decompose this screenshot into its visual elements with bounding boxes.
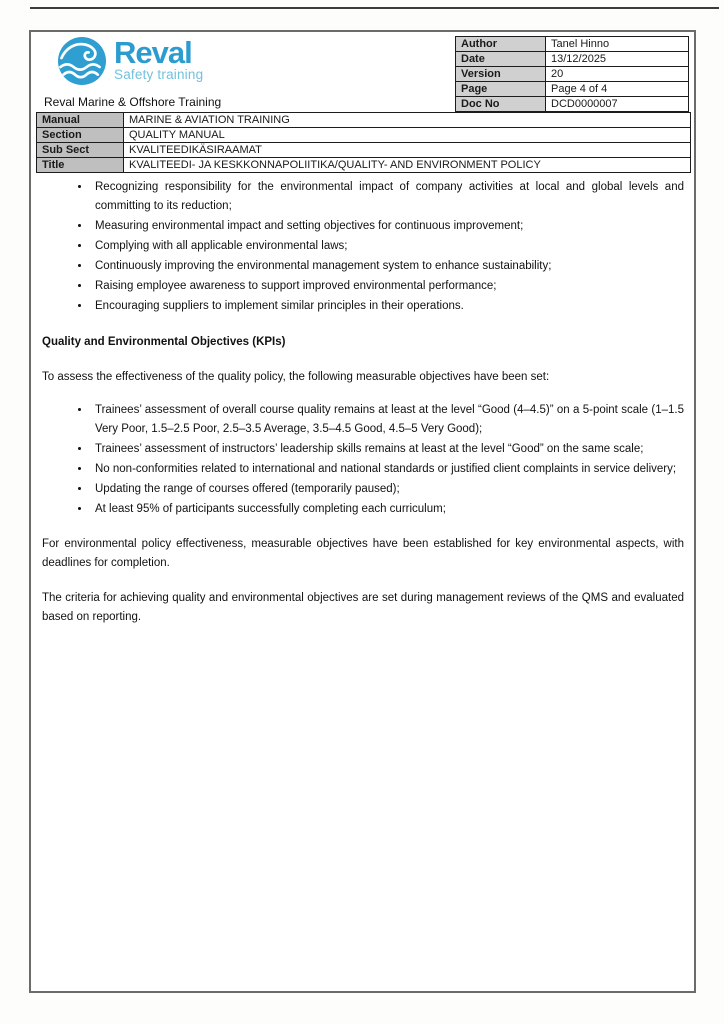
- meta-label: Page: [456, 82, 546, 97]
- document-classification-table: [36, 112, 691, 173]
- document-body: [42, 178, 684, 627]
- meta-row: [456, 82, 689, 97]
- policy-bullet-item: • Encouraging suppliers to implement similar principles in their operations.: [91, 297, 684, 316]
- logo-brand: Reval: [114, 35, 192, 70]
- doc-row: [37, 128, 691, 143]
- environmental-objectives-paragraph: For environmental policy effectiveness, measurable objectives have been established for key environmental aspects, with deadlines for completion.: [42, 538, 684, 569]
- meta-value: 13/12/2025: [546, 52, 689, 67]
- environmental-policy-bullet-list: [42, 178, 684, 316]
- policy-bullet-item: • Raising employee awareness to support improved environmental performance;: [91, 277, 684, 296]
- meta-label: Author: [456, 37, 546, 52]
- doc-value: KVALITEEDI- JA KESKKONNAPOLIITIKA/QUALITY- AND ENVIRONMENT POLICY: [124, 158, 691, 173]
- policy-bullet-item: • Recognizing responsibility for the environmental impact of company activities at local and global levels and committing to its reduction;: [91, 178, 684, 216]
- meta-row: [456, 67, 689, 82]
- doc-value: KVALITEEDIKÄSIRAAMAT: [124, 143, 691, 158]
- meta-label: Date: [456, 52, 546, 67]
- logo-text: [114, 36, 203, 82]
- doc-label: Section: [37, 128, 124, 143]
- reval-logo: [57, 36, 203, 86]
- doc-row: [37, 113, 691, 128]
- doc-label: Manual: [37, 113, 124, 128]
- meta-value: Page 4 of 4: [546, 82, 689, 97]
- page-frame: [29, 30, 696, 993]
- objectives-bullet-list: [42, 401, 684, 519]
- objective-bullet-item: • No non-conformities related to international and national standards or justified client complaints in service delivery;: [91, 460, 684, 479]
- doc-row: [37, 143, 691, 158]
- logo-tagline: Safety training: [114, 67, 204, 82]
- objective-bullet-item: • Updating the range of courses offered (temporarily paused);: [91, 480, 684, 499]
- top-rule: [30, 7, 719, 9]
- meta-row: [456, 97, 689, 112]
- meta-value: DCD0000007: [546, 97, 689, 112]
- criteria-paragraph: The criteria for achieving quality and environmental objectives are set during management reviews of the QMS and evaluated based on reporting.: [42, 592, 684, 623]
- doc-row: [37, 158, 691, 173]
- objective-bullet-item: • Trainees’ assessment of instructors’ leadership skills remains at least at the level “Good” on the same scale;: [91, 440, 684, 459]
- meta-row: [456, 37, 689, 52]
- doc-value: MARINE & AVIATION TRAINING: [124, 113, 691, 128]
- company-line: Reval Marine & Offshore Training: [44, 95, 222, 109]
- doc-label: Sub Sect: [37, 143, 124, 158]
- reval-wave-logo-icon: [57, 36, 107, 86]
- doc-label: Title: [37, 158, 124, 173]
- meta-label: Version: [456, 67, 546, 82]
- policy-bullet-item: • Complying with all applicable environmental laws;: [91, 237, 684, 256]
- kpi-intro-paragraph: To assess the effectiveness of the quality policy, the following measurable objectives have been set:: [42, 371, 550, 383]
- meta-value: 20: [546, 67, 689, 82]
- policy-bullet-item: • Continuously improving the environmental management system to enhance sustainability;: [91, 257, 684, 276]
- meta-label: Doc No: [456, 97, 546, 112]
- policy-bullet-item: • Measuring environmental impact and setting objectives for continuous improvement;: [91, 217, 684, 236]
- meta-row: [456, 52, 689, 67]
- section-heading-kpis: Quality and Environmental Objectives (KPIs): [42, 336, 286, 348]
- meta-value: Tanel Hinno: [546, 37, 689, 52]
- document-meta-table: [455, 36, 689, 112]
- objective-bullet-item: • Trainees’ assessment of overall course quality remains at least at the level “Good (4–4.5)” on a 5-point scale (1–1.5 Very Poor, 1.5–2.5 Poor, 2.5–3.5 Average, 3.5–4.5 Good, 4.5–5 Very Good);: [91, 401, 684, 439]
- doc-value: QUALITY MANUAL: [124, 128, 691, 143]
- objective-bullet-item: • At least 95% of participants successfully completing each curriculum;: [91, 500, 684, 519]
